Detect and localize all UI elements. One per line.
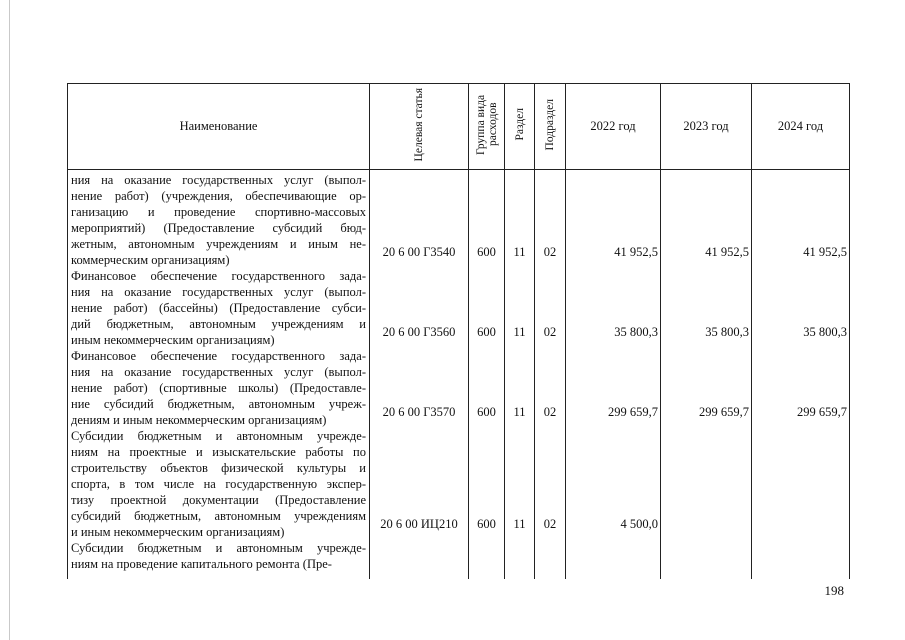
- header-section: Раздел: [505, 84, 535, 170]
- cell-y2022: 4 500,0: [620, 517, 658, 531]
- cell-section: 11: [513, 405, 526, 419]
- y2024-column: [752, 170, 850, 580]
- header-name: Наименование: [68, 84, 370, 170]
- cell-y2023: 41 952,5: [705, 245, 749, 259]
- cell-section: 11: [513, 517, 526, 531]
- cell-section: 11: [513, 325, 526, 339]
- name-line: нение работ) (учреждения, обеспечивающие ор-: [71, 189, 366, 203]
- group-column: [469, 170, 505, 580]
- header-subsection: Подраздел: [535, 84, 566, 170]
- name-line: жетным, автономным учреждениям и иным не-: [71, 237, 366, 251]
- name-line: ниям на проведение капитального ремонта (Пре-: [71, 557, 332, 571]
- table-body-row: [68, 170, 850, 580]
- name-line: иным некоммерческим организациям): [71, 333, 275, 347]
- scan-edge-line: [9, 0, 10, 640]
- cell-target: 20 6 00 Г3560: [382, 325, 456, 339]
- name-line: дениям и иным некоммерческим организациям): [71, 413, 327, 427]
- cell-subsection: 02: [543, 517, 557, 531]
- name-line: Финансовое обеспечение государственного зада-: [71, 269, 366, 283]
- header-2024: 2024 год: [752, 84, 850, 170]
- cell-subsection: 02: [543, 245, 557, 259]
- name-line: Субсидии бюджетным и автономным учрежде-: [71, 541, 366, 555]
- cell-y2024: 299 659,7: [797, 405, 847, 419]
- name-line: дий бюджетным, автономным учреждениям и: [71, 317, 366, 331]
- y2023-column: [661, 170, 752, 580]
- cell-section: 11: [513, 245, 526, 259]
- cell-target: 20 6 00 Г3570: [382, 405, 456, 419]
- cell-y2022: 299 659,7: [608, 405, 658, 419]
- name-line: нение работ) (спортивные школы) (Предоставле-: [71, 381, 366, 395]
- budget-table: [67, 83, 850, 579]
- cell-y2022: 35 800,3: [614, 325, 658, 339]
- cell-group: 600: [477, 405, 496, 419]
- name-line: и иным некоммерческим организациям): [71, 525, 285, 539]
- cell-y2023: 35 800,3: [705, 325, 749, 339]
- name-line: ние субсидий бюджетным, автономным учреж-: [71, 397, 366, 411]
- header-2023: 2023 год: [661, 84, 752, 170]
- name-line: Субсидии бюджетным и автономным учрежде-: [71, 429, 366, 443]
- cell-target: 20 6 00 Г3540: [382, 245, 456, 259]
- cell-y2024: 41 952,5: [803, 245, 847, 259]
- header-group: Группа вида расходов: [469, 84, 505, 170]
- name-line: ния на оказание государственных услуг (выпол-: [71, 173, 366, 187]
- subsection-column: [535, 170, 566, 580]
- name-line: субсидий бюджетным, автономным учреждениям: [71, 509, 366, 523]
- name-line: спорта, в том числе на государственную экспер-: [71, 477, 366, 491]
- name-column: [68, 170, 370, 580]
- page-number: 198: [824, 583, 844, 598]
- cell-y2023: 299 659,7: [699, 405, 749, 419]
- name-line: тизу проектной документации (Предоставление: [71, 493, 366, 507]
- target-column: [370, 170, 469, 580]
- header-2022: 2022 год: [566, 84, 661, 170]
- name-line: ниям на проектные и изыскательские работы по: [71, 445, 366, 459]
- name-line: мероприятий) (Предоставление субсидий бюд-: [71, 221, 366, 235]
- name-line: Финансовое обеспечение государственного зада-: [71, 349, 366, 363]
- name-line: нение работ) (бассейны) (Предоставление субси-: [71, 301, 366, 315]
- cell-y2024: 35 800,3: [803, 325, 847, 339]
- cell-group: 600: [477, 325, 496, 339]
- cell-subsection: 02: [543, 405, 557, 419]
- name-line: ганизацию и проведение спортивно-массовых: [71, 205, 366, 219]
- header-target: Целевая статья: [370, 84, 469, 170]
- name-line: строительству объектов физической культуры и: [71, 461, 366, 475]
- cell-group: 600: [477, 245, 496, 259]
- y2022-column: [566, 170, 661, 580]
- name-line: коммерческим организациям): [71, 253, 230, 267]
- section-column: [505, 170, 535, 580]
- name-line: ния на оказание государственных услуг (выпол-: [71, 285, 366, 299]
- header-row: [68, 84, 850, 170]
- cell-group: 600: [477, 517, 496, 531]
- cell-y2022: 41 952,5: [614, 245, 658, 259]
- cell-target: 20 6 00 ИЦ210: [380, 517, 458, 531]
- cell-subsection: 02: [543, 325, 557, 339]
- name-line: ния на оказание государственных услуг (выпол-: [71, 365, 366, 379]
